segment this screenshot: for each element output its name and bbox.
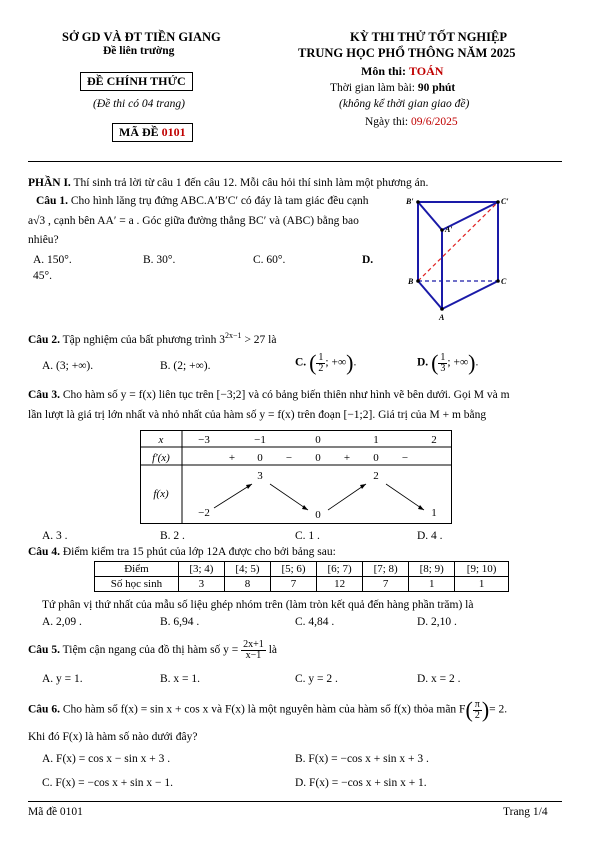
exam-code-value: 0101 — [161, 125, 186, 139]
q3-option-c: C. 1 . — [295, 530, 320, 542]
q1-option-d: D. — [362, 254, 374, 266]
dept-name: SỞ GD VÀ ĐT TIỀN GIANG — [62, 30, 221, 44]
svg-text:−2: −2 — [198, 507, 210, 519]
footer-divider — [28, 801, 562, 802]
svg-text:2: 2 — [431, 434, 437, 446]
q4-option-d: D. 2,10 . — [417, 616, 457, 628]
q1-option-b: B. 30°. — [143, 254, 176, 266]
score-table-header: Điểm [3; 4) [4; 5) [5; 6) [6; 7) [7; 8) [8; 9) [9; 10) — [95, 562, 509, 577]
time-label: Thời gian làm bài: — [330, 82, 415, 94]
q2-option-b: B. (2; +∞). — [160, 360, 211, 372]
svg-text:−: − — [401, 452, 409, 464]
q1-label: Câu 1. — [36, 195, 68, 207]
time-line — [330, 82, 455, 94]
q6-label: Câu 6. — [28, 703, 60, 716]
q6-option-a: A. F(x) = cos x − sin x + 3 . — [42, 753, 171, 765]
q1-line1: Câu 1. Cho hình lăng trụ đứng ABC.A′B′C′ có đáy là tam giác đều cạnh — [36, 195, 369, 207]
label-c-prime: C′ — [501, 197, 509, 206]
q2-label: Câu 2. — [28, 333, 60, 346]
svg-text:0: 0 — [257, 452, 263, 464]
q5-option-a: A. y = 1. — [42, 673, 83, 685]
q5-label: Câu 5. — [28, 644, 60, 657]
header-divider — [28, 161, 562, 162]
svg-text:0: 0 — [315, 509, 321, 521]
q4-line: Câu 4. Điểm kiểm tra 15 phút của lớp 12A được cho bởi bảng sau: — [28, 546, 336, 558]
score-table-row: Số học sinh 3 8 7 12 7 1 1 — [95, 577, 509, 592]
pages-note: (Đề thi có 04 trang) — [93, 98, 185, 110]
svg-text:f(x): f(x) — [153, 488, 169, 500]
subject-label: Môn thi: — [361, 64, 406, 78]
official-badge: ĐỀ CHÍNH THỨC — [80, 72, 193, 91]
subject-line — [361, 64, 443, 79]
edge-b-a — [418, 281, 442, 309]
q3-line2: lần lượt là giá trị lớn nhất và nhỏ nhất của hàm số y = f(x) trên đoạn [−1;2]. Giá trị của M + m bằng — [28, 409, 487, 421]
time-value: 90 phút — [417, 82, 456, 94]
q4-option-b: B. 6,94 . — [160, 616, 200, 628]
q2-line: Câu 2. Tập nghiệm của bất phương trình $3^{2x-1} > 27$ là — [28, 331, 277, 346]
svg-text:x: x — [158, 434, 164, 446]
prism-figure — [400, 192, 530, 322]
subject-value: TOÁN — [409, 64, 444, 78]
q1-option-c: C. 60°. — [253, 254, 286, 266]
part1-title: PHẦN I. — [28, 177, 71, 189]
q6-option-d: D. F(x) = −cos x + sin x + 1. — [295, 777, 427, 789]
svg-text:−3: −3 — [198, 434, 210, 446]
edge-bp-ap — [418, 202, 442, 230]
footer-page: Trang 1/4 — [503, 806, 548, 818]
svg-text:+: + — [228, 452, 236, 464]
q4-question: Tứ phân vị thứ nhất của mẫu số liệu ghép nhóm trên (làm tròn kết quả đến hàng phần trăm) là — [42, 599, 474, 611]
q3-option-a: A. 3 . — [42, 530, 68, 542]
date-value: 09/6/2025 — [411, 116, 458, 128]
q2-option-c: C. ( $\frac{1}{2}$ ; +∞). — [295, 350, 357, 375]
q6-line1: Câu 6. Cho hàm số f(x) = sin x + cos x và F(x) là một nguyên hàm của hàm số f(x) thỏa mãn F( $\frac{\pi}{2}$ )= 2. — [28, 697, 508, 722]
exam-code-box — [112, 123, 193, 142]
q2-option-d: D. ( $\frac{1}{3}$ ; +∞). — [417, 350, 479, 375]
label-a-prime: A′ — [445, 225, 453, 234]
svg-text:1: 1 — [373, 434, 379, 446]
q4-option-c: C. 4,84 . — [295, 616, 335, 628]
svg-text:2: 2 — [373, 470, 379, 482]
svg-text:0: 0 — [373, 452, 379, 464]
edge-a-c — [442, 281, 498, 309]
q3-line1: Câu 3. Cho hàm số y = f(x) liên tục trên [−3;2] và có bảng biến thiên như hình vẽ bên dưới. Gọi M và m — [28, 389, 510, 401]
date-label: Ngày thi: — [365, 116, 409, 128]
q6-line2: Khi đó F(x) là hàm số nào dưới đây? — [28, 731, 198, 743]
svg-text:0: 0 — [315, 434, 321, 446]
q5-line: Câu 5. Tiệm cận ngang của đồ thị hàm số y = $\frac{2x+1}{x-1}$ là — [28, 639, 277, 661]
q5-option-b: B. x = 1. — [160, 673, 201, 685]
exam-title-1: KỲ THI THỬ TỐT NGHIỆP — [350, 30, 507, 44]
variation-table — [140, 430, 452, 524]
school-type: Đề liên trường — [103, 45, 175, 57]
part1-text: Thí sinh trả lời từ câu 1 đến câu 12. Mỗi câu hỏi thí sinh làm một phương án. — [73, 177, 429, 189]
svg-text:3: 3 — [257, 470, 263, 482]
part1-instruction — [28, 177, 428, 189]
q1-line3: nhiêu? — [28, 234, 59, 246]
q5-option-c: C. y = 2 . — [295, 673, 338, 685]
svg-text:−: − — [285, 452, 293, 464]
label-c: C — [501, 277, 507, 286]
q5-option-d: D. x = 2 . — [417, 673, 461, 685]
q6-option-b: B. F(x) = −cos x + sin x + 3 . — [295, 753, 429, 765]
score-table — [94, 561, 509, 592]
q4-option-a: A. 2,09 . — [42, 616, 82, 628]
svg-text:1: 1 — [431, 507, 437, 519]
segment-bc-prime — [418, 202, 498, 281]
label-b-prime: B′ — [406, 197, 414, 206]
q1-option-d-value: 45°. — [33, 270, 52, 282]
q4-label: Câu 4. — [28, 546, 60, 558]
exam-code-label: MÃ ĐỀ — [119, 125, 159, 139]
svg-text:+: + — [343, 452, 351, 464]
exam-title-2: TRUNG HỌC PHỔ THÔNG NĂM 2025 — [298, 46, 516, 60]
q3-label: Câu 3. — [28, 389, 60, 401]
label-b: B — [408, 277, 414, 286]
q3-option-d: D. 4 . — [417, 530, 443, 542]
q6-option-c: C. F(x) = −cos x + sin x − 1. — [42, 777, 174, 789]
date-line — [365, 116, 458, 128]
svg-text:−1: −1 — [254, 434, 266, 446]
svg-text:0: 0 — [315, 452, 321, 464]
svg-text:f′(x): f′(x) — [152, 452, 170, 464]
q1-option-a: A. 150°. — [33, 254, 72, 266]
footer-code: Mã đề 0101 — [28, 806, 83, 818]
time-note: (không kể thời gian giao đề) — [339, 98, 470, 110]
label-a: A — [439, 313, 445, 322]
q2-option-a: A. (3; +∞). — [42, 360, 94, 372]
q3-option-b: B. 2 . — [160, 530, 185, 542]
q1-line2: a√3 , cạnh bên AA′ = a . Góc giữa đường thẳng BC′ và (ABC) bằng bao — [28, 215, 359, 227]
